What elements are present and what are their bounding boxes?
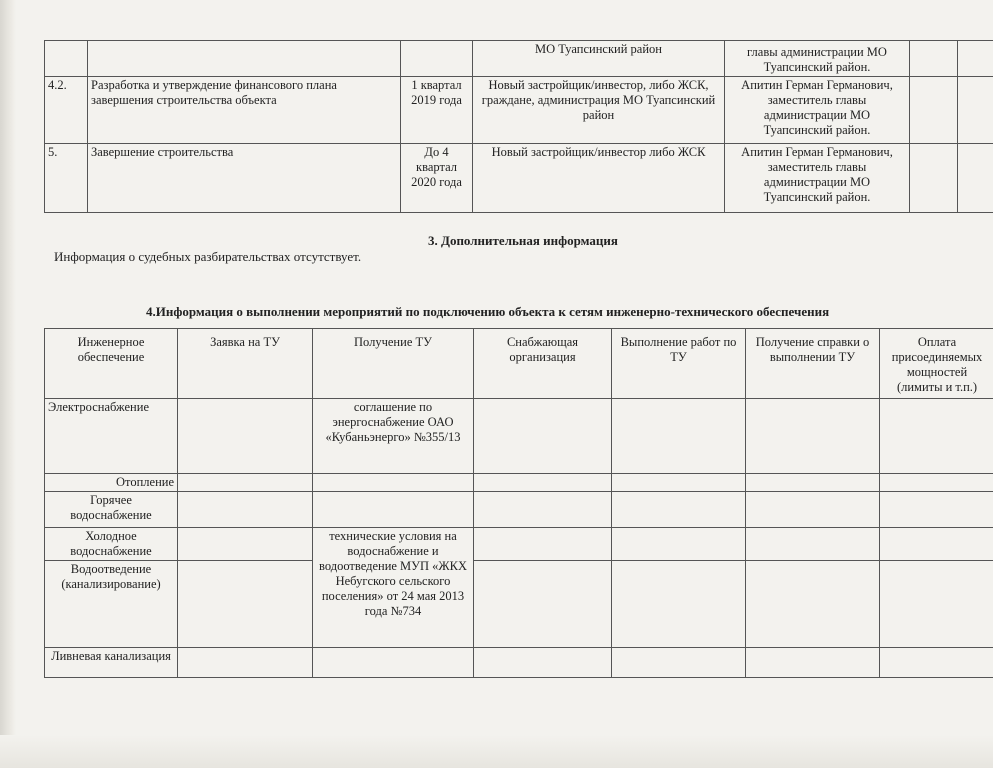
empty-cell <box>474 561 612 648</box>
empty-cell <box>178 648 313 678</box>
empty-cell <box>474 492 612 528</box>
work-term: 1 квартал 2019 года <box>401 77 473 144</box>
empty-cell <box>178 528 313 561</box>
empty-cell <box>313 648 474 678</box>
empty-cell <box>178 474 313 492</box>
empty-cell <box>746 399 880 474</box>
work-term <box>401 41 473 77</box>
table-row <box>45 648 993 678</box>
header-certificate: Получение справки о выполнении ТУ <box>746 329 880 399</box>
header-payment: Оплата присоединяемых мощностей (лимиты и т.п.) <box>880 329 993 399</box>
empty-cell <box>746 492 880 528</box>
table-row <box>45 399 993 474</box>
empty-cell <box>746 528 880 561</box>
table-row <box>45 528 993 561</box>
empty-cell <box>612 399 746 474</box>
table-row <box>45 492 993 528</box>
header-supplier: Снабжающая организация <box>474 329 612 399</box>
works-table <box>44 40 993 213</box>
empty-cell <box>612 492 746 528</box>
section3-heading: 3. Дополнительная информация <box>428 233 618 248</box>
header-tu-works: Выполнение работ по ТУ <box>612 329 746 399</box>
work-responsible: Апитин Герман Германович, заместитель главы администрации МО Туапсинский район. <box>725 77 910 144</box>
empty-cell <box>612 561 746 648</box>
row-number: 5. <box>45 144 88 213</box>
utility-name: Холодное водоснабжение <box>45 528 178 561</box>
scan-bottom-shadow <box>0 735 993 768</box>
header-tu-receipt: Получение ТУ <box>313 329 474 399</box>
header-tu-request: Заявка на ТУ <box>178 329 313 399</box>
utility-name: Водоотведение (канализирование) <box>45 561 178 648</box>
table-row <box>45 474 993 492</box>
work-responsible: Апитин Герман Германович, заместитель главы администрации МО Туапсинский район. <box>725 144 910 213</box>
empty-cell <box>474 399 612 474</box>
empty-cell <box>880 528 993 561</box>
empty-cell <box>958 41 993 77</box>
empty-cell <box>910 77 958 144</box>
empty-cell <box>178 561 313 648</box>
utility-name: Электроснабжение <box>45 399 178 474</box>
empty-cell <box>880 561 993 648</box>
work-name: Разработка и утверждение финансового плана завершения строительства объекта <box>88 77 401 144</box>
utility-name: Ливневая канализация <box>45 648 178 678</box>
empty-cell <box>958 144 993 213</box>
empty-cell <box>178 492 313 528</box>
section3-text: Информация о судебных разбирательствах отсутствует. <box>54 249 362 264</box>
scan-edge-shadow <box>0 0 16 768</box>
header-engineering: Инженерное обеспечение <box>45 329 178 399</box>
work-responsible: главы администрации МО Туапсинский район. <box>725 41 910 77</box>
empty-cell <box>313 474 474 492</box>
empty-cell <box>880 399 993 474</box>
row-number <box>45 41 88 77</box>
empty-cell <box>474 648 612 678</box>
empty-cell <box>178 399 313 474</box>
table-row <box>45 144 993 213</box>
engineering-table <box>44 328 993 678</box>
table-header-row <box>45 329 993 399</box>
empty-cell <box>612 474 746 492</box>
work-executor: Новый застройщик/инвестор, либо ЖСК, граждане, администрация МО Туапсинский район <box>473 77 725 144</box>
work-name: Завершение строительства <box>88 144 401 213</box>
empty-cell <box>612 528 746 561</box>
work-name <box>88 41 401 77</box>
empty-cell <box>746 648 880 678</box>
empty-cell <box>474 474 612 492</box>
empty-cell <box>313 492 474 528</box>
row-number: 4.2. <box>45 77 88 144</box>
section4-heading: 4.Информация о выполнении мероприятий по подключению объекта к сетям инженерно-технического обеспечения <box>146 304 830 319</box>
table-row <box>45 41 993 77</box>
empty-cell <box>474 528 612 561</box>
table-row <box>45 77 993 144</box>
empty-cell <box>910 41 958 77</box>
empty-cell <box>746 474 880 492</box>
utility-name: Отопление <box>45 474 178 492</box>
empty-cell <box>612 648 746 678</box>
empty-cell <box>880 648 993 678</box>
utility-name: Горячее водоснабжение <box>45 492 178 528</box>
empty-cell <box>910 144 958 213</box>
empty-cell <box>746 561 880 648</box>
table-row <box>45 561 993 648</box>
work-term: До 4 квартал 2020 года <box>401 144 473 213</box>
work-executor: МО Туапсинский район <box>473 41 725 77</box>
empty-cell <box>958 77 993 144</box>
work-executor: Новый застройщик/инвестор либо ЖСК <box>473 144 725 213</box>
tu-electric: соглашение по энергоснабжение ОАО «Кубаньэнерго» №355/13 <box>313 399 474 474</box>
empty-cell <box>880 474 993 492</box>
tu-water: технические условия на водоснабжение и водоотведение МУП «ЖКХ Небугского сельского поселения» от 24 мая 2013 года №734 <box>313 528 474 648</box>
empty-cell <box>880 492 993 528</box>
